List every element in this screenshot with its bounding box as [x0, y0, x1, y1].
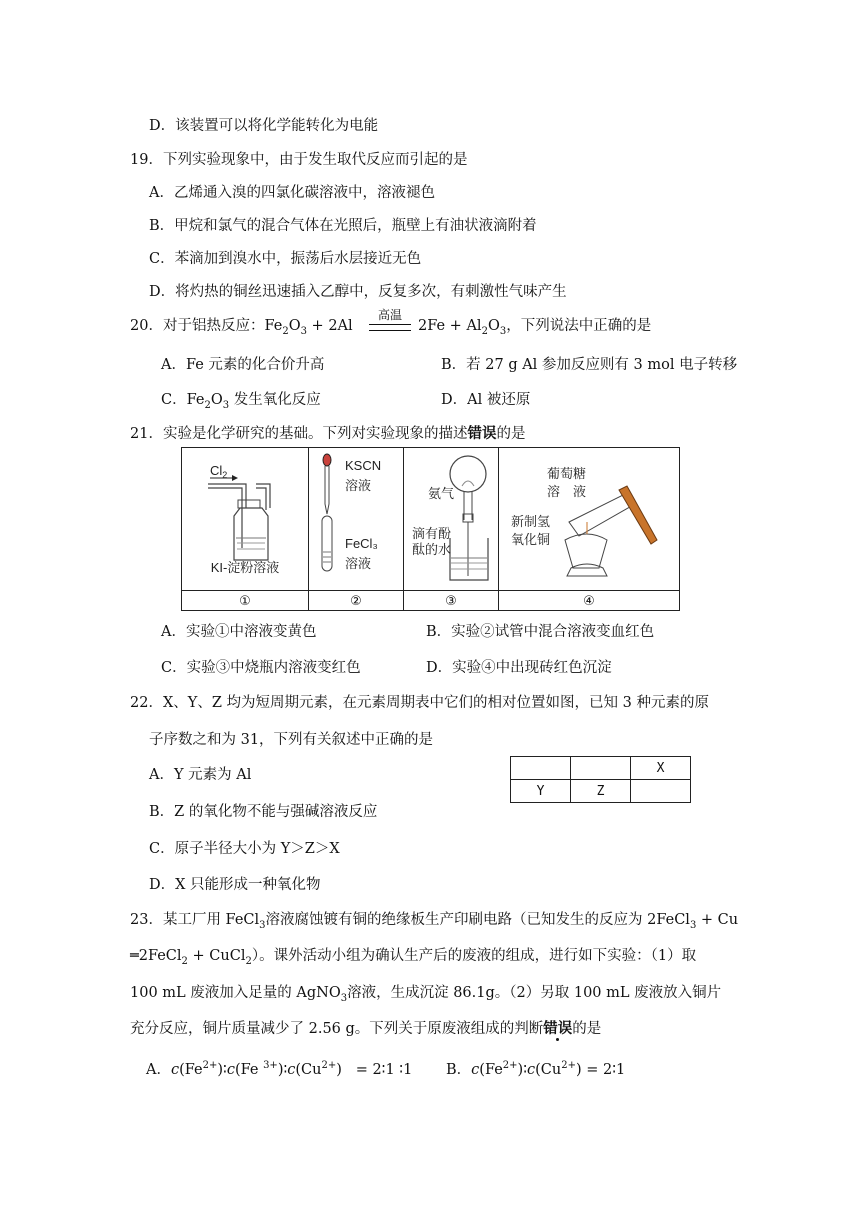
q20-equals-sign [369, 324, 411, 331]
exp1-solution-label: KI-淀粉溶液 [210, 560, 280, 575]
exp4-cuoh-label-2: 氧化铜 [511, 532, 551, 547]
q20-option-a: A．Fe 元素的化合价升高 [161, 357, 325, 373]
exp3-cell [404, 448, 499, 591]
pt-cell-empty-2 [571, 757, 631, 780]
exp4-number: ④ [499, 591, 680, 611]
q21-option-a: A．实验①中溶液变黄色 [161, 624, 317, 640]
exp3-number: ③ [404, 591, 499, 611]
exp3-water-label-2: 酞的水 [412, 542, 452, 557]
q22-stem-line2: 子序数之和为 31，下列有关叙述中正确的是 [149, 732, 434, 748]
q23-line1: 23．某工厂用 FeCl$_3$溶液腐蚀镀有铜的绝缘板生产印刷电路（已知发生的反应为 2FeCl$_3$ + Cu [130, 912, 739, 931]
q19-option-c: C．苯滴加到溴水中，振荡后水层接近无色 [149, 251, 422, 267]
q20-option-c: C．$Fe_2O_3$ 发生氧化反应 [161, 392, 321, 411]
exp1-gas-label: $Cl_2$ [210, 463, 228, 480]
q21-stem: 21．实验是化学研究的基础。下列对实验现象的描述错误的是 [130, 425, 526, 442]
pt-cell-empty-1 [511, 757, 571, 780]
exp4-cell [499, 448, 680, 591]
q19-option-b: B．甲烷和氯气的混合气体在光照后，瓶壁上有油状液滴附着 [149, 218, 537, 234]
pt-cell-y: Y [511, 780, 571, 803]
q22-option-d: D．X 只能形成一种氧化物 [149, 877, 321, 893]
q20-option-b: B．若 27 g Al 参加反应则有 3 mol 电子转移 [441, 357, 738, 373]
exp3-apparatus [404, 448, 498, 586]
q22-option-b: B．Z 的氧化物不能与强碱溶液反应 [149, 804, 378, 820]
exp2-reagent-4: 溶液 [345, 556, 372, 571]
exp4-glucose-label-2: 溶 液 [547, 484, 587, 499]
q21-option-c: C．实验③中烧瓶内溶液变红色 [161, 660, 361, 676]
q20-condition: 高温 [377, 308, 402, 322]
q23-option-b: B．$c(Fe^{2+})∶c(Cu^{2+})$ = 2∶1 [446, 1060, 626, 1078]
q23-line3: 100 mL 废液加入足量的 AgNO$_3$溶液，生成沉淀 86.1g。（2）另取 100 mL 废液放入铜片 [130, 985, 722, 1004]
pt-cell-empty-3 [631, 780, 691, 803]
q20-option-d: D．Al 被还原 [441, 392, 531, 408]
exp2-reagent-3: FeCl₃ [345, 536, 378, 551]
q18-option-d: D．该装置可以将化学能转化为电能 [149, 118, 379, 134]
q21-option-d: D．实验④中出现砖红色沉淀 [426, 660, 612, 676]
pt-cell-x: X [631, 757, 691, 780]
q20-stem-left: 20．对于铝热反应：$Fe_2O_3 + 2Al$ [130, 318, 353, 337]
exp1-number: ① [182, 591, 309, 611]
exp4-apparatus [499, 448, 679, 586]
q19-option-d: D．将灼热的铜丝迅速插入乙醇中，反复多次，有刺激性气味产生 [149, 284, 567, 300]
q23-option-a: A．$c(Fe^{2+})∶c(Fe$ $^{3+})∶c(Cu^{2+})$ = 2∶1 ∶1 [146, 1060, 413, 1078]
exp2-apparatus [309, 448, 403, 586]
exp3-water-label-1: 滴有酚 [412, 526, 452, 541]
exp2-cell [309, 448, 404, 591]
exp2-reagent-2: 溶液 [345, 478, 372, 493]
exp3-gas-label: 氨气 [428, 486, 455, 501]
exp1-apparatus [182, 448, 308, 586]
exp4-cuoh-label-1: 新制氢 [511, 514, 551, 529]
q22-option-a: A．Y 元素为 Al [149, 767, 252, 783]
q20-stem-right: $2Fe + Al_2O_3$，下列说法中正确的是 [418, 318, 652, 337]
exp4-glucose-label-1: 葡萄糖 [547, 466, 587, 481]
pt-cell-z: Z [571, 780, 631, 803]
q22-stem-line1: 22．X、Y、Z 均为短周期元素，在元素周期表中它们的相对位置如图，已知 3 种元素的原 [130, 695, 709, 711]
q23-line4: 充分反应，铜片质量减少了 2.56 g。下列关于原废液组成的判断错误的是 [130, 1020, 602, 1037]
q22-periodic-table-fragment [510, 756, 691, 803]
q19-stem: 19．下列实验现象中，由于发生取代反应而引起的是 [130, 152, 468, 168]
exp1-cell [182, 448, 309, 591]
q21-experiment-table [181, 447, 680, 611]
q21-option-b: B．实验②试管中混合溶液变血红色 [426, 624, 655, 640]
exp2-reagent-1: KSCN [345, 458, 382, 473]
exp2-number: ② [309, 591, 404, 611]
q23-line2: ═2FeCl$_2$ + CuCl$_2$）。课外活动小组为确认生产后的废液的组成，进行如下实验：（1）取 [130, 948, 697, 967]
q19-option-a: A．乙烯通入溴的四氯化碳溶液中，溶液褪色 [149, 185, 435, 201]
q22-option-c: C．原子半径大小为 Y＞Z＞X [149, 841, 340, 857]
